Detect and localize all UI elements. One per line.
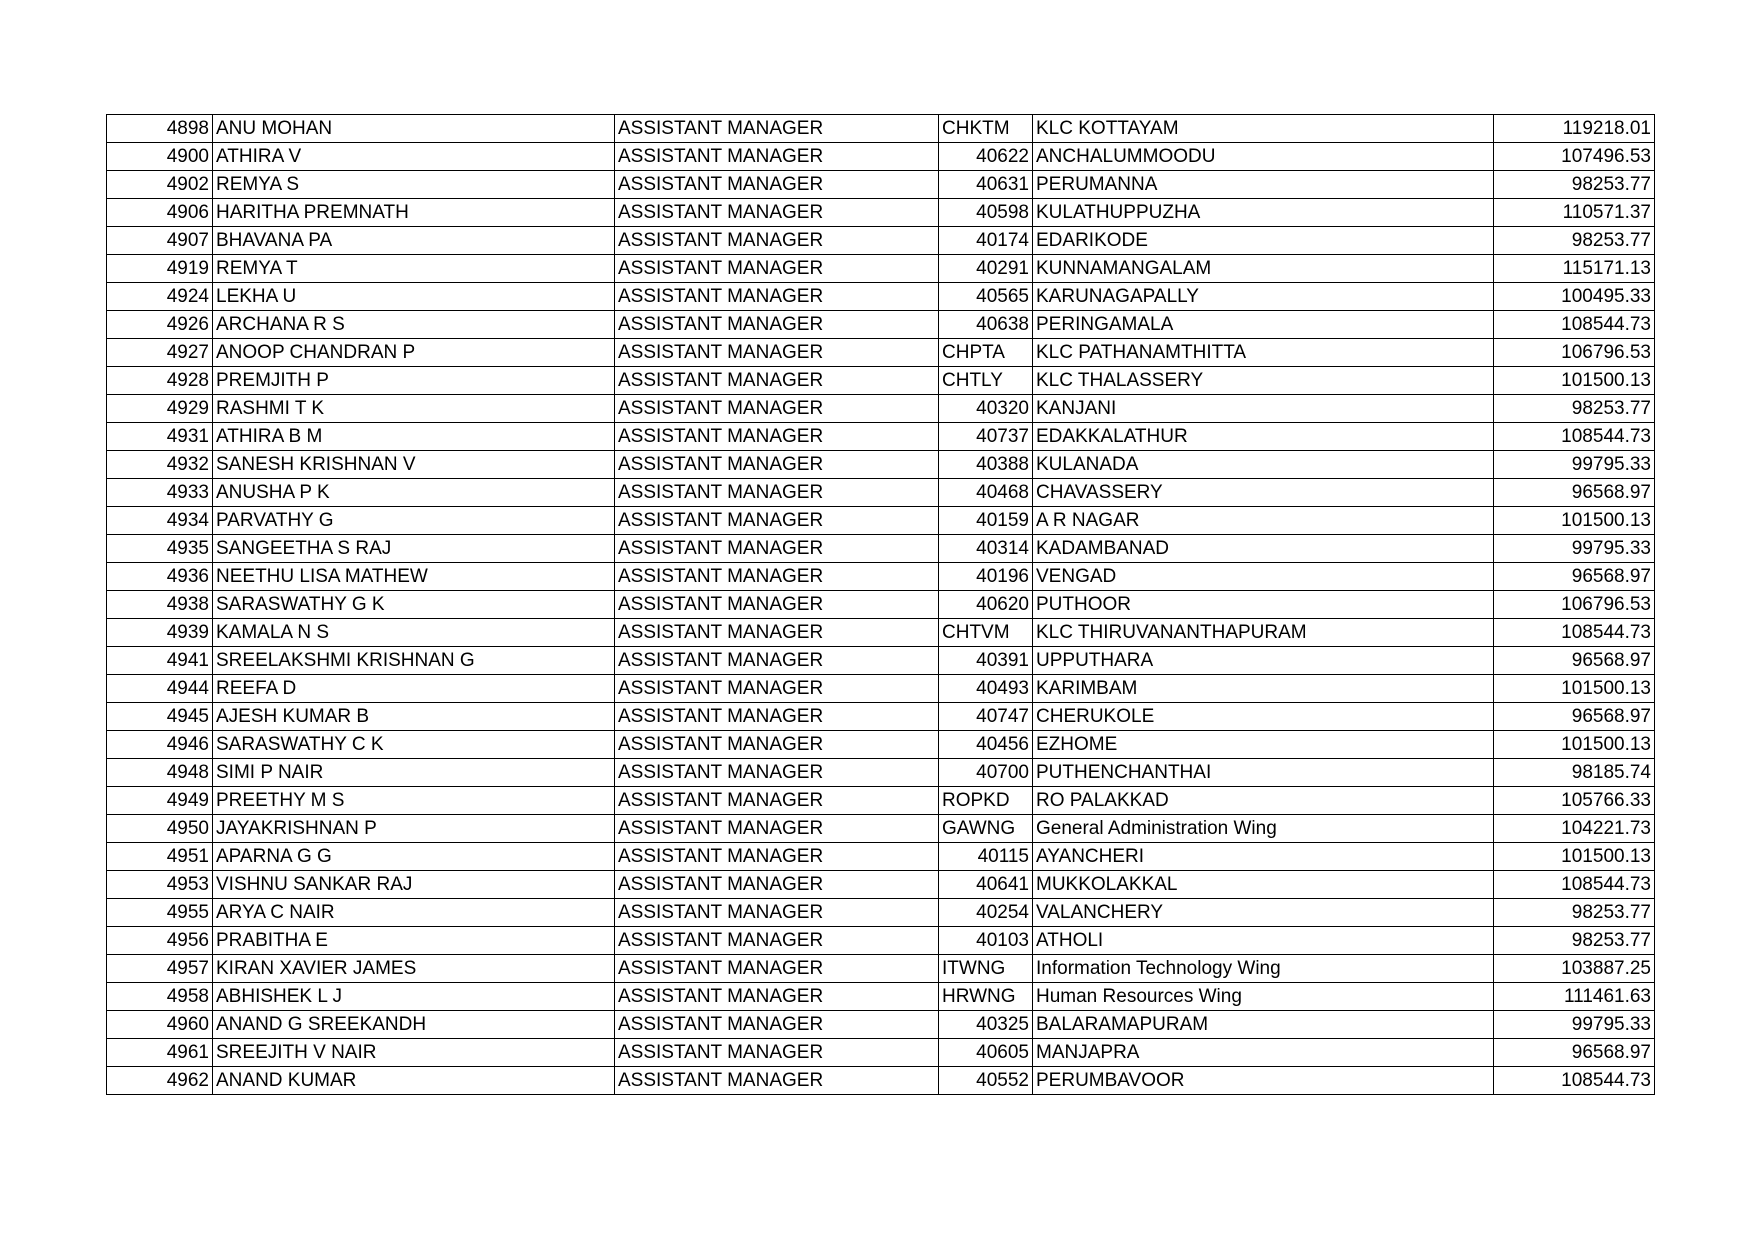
office-code-cell: 40622 xyxy=(939,143,1033,171)
office-name-cell: EDARIKODE xyxy=(1033,227,1494,255)
office-code-cell: 40388 xyxy=(939,451,1033,479)
designation-cell: ASSISTANT MANAGER xyxy=(615,283,939,311)
employee-id-cell: 4936 xyxy=(107,563,213,591)
employee-id-cell: 4957 xyxy=(107,955,213,983)
office-code-cell: 40314 xyxy=(939,535,1033,563)
office-name-cell: PUTHOOR xyxy=(1033,591,1494,619)
amount-cell: 105766.33 xyxy=(1494,787,1655,815)
table-row xyxy=(107,563,1655,591)
table-row xyxy=(107,843,1655,871)
office-code-cell: CHTVM xyxy=(939,619,1033,647)
designation-cell: ASSISTANT MANAGER xyxy=(615,787,939,815)
office-name-cell: MUKKOLAKKAL xyxy=(1033,871,1494,899)
office-code-cell: 40320 xyxy=(939,395,1033,423)
office-code-cell: 40291 xyxy=(939,255,1033,283)
office-name-cell: BALARAMAPURAM xyxy=(1033,1011,1494,1039)
employee-name-cell: SARASWATHY G K xyxy=(213,591,615,619)
employee-table xyxy=(106,114,1655,1095)
amount-cell: 96568.97 xyxy=(1494,647,1655,675)
office-code-cell: 40391 xyxy=(939,647,1033,675)
office-name-cell: Information Technology Wing xyxy=(1033,955,1494,983)
employee-name-cell: SANGEETHA S RAJ xyxy=(213,535,615,563)
office-name-cell: ATHOLI xyxy=(1033,927,1494,955)
amount-cell: 98253.77 xyxy=(1494,227,1655,255)
office-name-cell: ANCHALUMMOODU xyxy=(1033,143,1494,171)
table-row xyxy=(107,115,1655,143)
employee-name-cell: ANOOP CHANDRAN P xyxy=(213,339,615,367)
designation-cell: ASSISTANT MANAGER xyxy=(615,927,939,955)
employee-name-cell: ABHISHEK L J xyxy=(213,983,615,1011)
designation-cell: ASSISTANT MANAGER xyxy=(615,563,939,591)
table-row xyxy=(107,983,1655,1011)
amount-cell: 106796.53 xyxy=(1494,591,1655,619)
designation-cell: ASSISTANT MANAGER xyxy=(615,255,939,283)
office-code-cell: 40552 xyxy=(939,1067,1033,1095)
office-name-cell: RO PALAKKAD xyxy=(1033,787,1494,815)
designation-cell: ASSISTANT MANAGER xyxy=(615,843,939,871)
amount-cell: 99795.33 xyxy=(1494,535,1655,563)
office-code-cell: ITWNG xyxy=(939,955,1033,983)
designation-cell: ASSISTANT MANAGER xyxy=(615,423,939,451)
employee-id-cell: 4960 xyxy=(107,1011,213,1039)
employee-id-cell: 4902 xyxy=(107,171,213,199)
office-name-cell: KARUNAGAPALLY xyxy=(1033,283,1494,311)
office-code-cell: CHTLY xyxy=(939,367,1033,395)
table-row xyxy=(107,731,1655,759)
amount-cell: 96568.97 xyxy=(1494,479,1655,507)
office-name-cell: MANJAPRA xyxy=(1033,1039,1494,1067)
employee-name-cell: SREEJITH V NAIR xyxy=(213,1039,615,1067)
office-name-cell: KADAMBANAD xyxy=(1033,535,1494,563)
office-code-cell: CHPTA xyxy=(939,339,1033,367)
office-code-cell: 40196 xyxy=(939,563,1033,591)
amount-cell: 119218.01 xyxy=(1494,115,1655,143)
table-row xyxy=(107,815,1655,843)
office-code-cell: 40638 xyxy=(939,311,1033,339)
table-row xyxy=(107,171,1655,199)
office-name-cell: KULANADA xyxy=(1033,451,1494,479)
employee-name-cell: SIMI P NAIR xyxy=(213,759,615,787)
employee-id-cell: 4956 xyxy=(107,927,213,955)
employee-name-cell: KIRAN XAVIER JAMES xyxy=(213,955,615,983)
employee-name-cell: PREMJITH P xyxy=(213,367,615,395)
employee-name-cell: NEETHU LISA MATHEW xyxy=(213,563,615,591)
amount-cell: 110571.37 xyxy=(1494,199,1655,227)
table-row xyxy=(107,535,1655,563)
office-name-cell: KLC PATHANAMTHITTA xyxy=(1033,339,1494,367)
office-name-cell: KANJANI xyxy=(1033,395,1494,423)
employee-id-cell: 4929 xyxy=(107,395,213,423)
employee-id-cell: 4933 xyxy=(107,479,213,507)
table-row xyxy=(107,899,1655,927)
employee-id-cell: 4938 xyxy=(107,591,213,619)
designation-cell: ASSISTANT MANAGER xyxy=(615,759,939,787)
office-name-cell: KULATHUPPUZHA xyxy=(1033,199,1494,227)
amount-cell: 106796.53 xyxy=(1494,339,1655,367)
designation-cell: ASSISTANT MANAGER xyxy=(615,199,939,227)
table-row xyxy=(107,451,1655,479)
office-code-cell: 40700 xyxy=(939,759,1033,787)
employee-id-cell: 4958 xyxy=(107,983,213,1011)
amount-cell: 108544.73 xyxy=(1494,1067,1655,1095)
amount-cell: 108544.73 xyxy=(1494,619,1655,647)
employee-name-cell: KAMALA N S xyxy=(213,619,615,647)
table-row xyxy=(107,1011,1655,1039)
amount-cell: 98253.77 xyxy=(1494,395,1655,423)
employee-id-cell: 4924 xyxy=(107,283,213,311)
employee-id-cell: 4945 xyxy=(107,703,213,731)
office-name-cell: KLC KOTTAYAM xyxy=(1033,115,1494,143)
employee-id-cell: 4941 xyxy=(107,647,213,675)
employee-name-cell: SANESH KRISHNAN V xyxy=(213,451,615,479)
employee-id-cell: 4906 xyxy=(107,199,213,227)
employee-name-cell: APARNA G G xyxy=(213,843,615,871)
designation-cell: ASSISTANT MANAGER xyxy=(615,899,939,927)
office-code-cell: 40605 xyxy=(939,1039,1033,1067)
office-name-cell: KARIMBAM xyxy=(1033,675,1494,703)
office-code-cell: 40456 xyxy=(939,731,1033,759)
designation-cell: ASSISTANT MANAGER xyxy=(615,1039,939,1067)
amount-cell: 108544.73 xyxy=(1494,871,1655,899)
employee-id-cell: 4961 xyxy=(107,1039,213,1067)
amount-cell: 96568.97 xyxy=(1494,703,1655,731)
office-code-cell: HRWNG xyxy=(939,983,1033,1011)
employee-name-cell: REEFA D xyxy=(213,675,615,703)
table-row xyxy=(107,1039,1655,1067)
office-code-cell: 40468 xyxy=(939,479,1033,507)
office-name-cell: VALANCHERY xyxy=(1033,899,1494,927)
amount-cell: 98253.77 xyxy=(1494,171,1655,199)
office-code-cell: 40737 xyxy=(939,423,1033,451)
office-code-cell: 40641 xyxy=(939,871,1033,899)
office-name-cell: EDAKKALATHUR xyxy=(1033,423,1494,451)
designation-cell: ASSISTANT MANAGER xyxy=(615,815,939,843)
designation-cell: ASSISTANT MANAGER xyxy=(615,395,939,423)
table-row xyxy=(107,927,1655,955)
office-code-cell: 40159 xyxy=(939,507,1033,535)
employee-id-cell: 4944 xyxy=(107,675,213,703)
office-code-cell: 40747 xyxy=(939,703,1033,731)
employee-id-cell: 4919 xyxy=(107,255,213,283)
employee-id-cell: 4950 xyxy=(107,815,213,843)
table-row xyxy=(107,703,1655,731)
office-code-cell: 40103 xyxy=(939,927,1033,955)
employee-name-cell: PRABITHA E xyxy=(213,927,615,955)
table-row xyxy=(107,955,1655,983)
amount-cell: 96568.97 xyxy=(1494,563,1655,591)
amount-cell: 101500.13 xyxy=(1494,843,1655,871)
employee-id-cell: 4926 xyxy=(107,311,213,339)
employee-id-cell: 4949 xyxy=(107,787,213,815)
designation-cell: ASSISTANT MANAGER xyxy=(615,479,939,507)
table-row xyxy=(107,199,1655,227)
employee-name-cell: REMYA S xyxy=(213,171,615,199)
employee-name-cell: PREETHY M S xyxy=(213,787,615,815)
employee-id-cell: 4900 xyxy=(107,143,213,171)
employee-id-cell: 4946 xyxy=(107,731,213,759)
table-row xyxy=(107,675,1655,703)
employee-id-cell: 4907 xyxy=(107,227,213,255)
office-name-cell: PERUMANNA xyxy=(1033,171,1494,199)
designation-cell: ASSISTANT MANAGER xyxy=(615,871,939,899)
office-name-cell: Human Resources Wing xyxy=(1033,983,1494,1011)
employee-id-cell: 4935 xyxy=(107,535,213,563)
employee-id-cell: 4928 xyxy=(107,367,213,395)
designation-cell: ASSISTANT MANAGER xyxy=(615,1067,939,1095)
employee-name-cell: VISHNU SANKAR RAJ xyxy=(213,871,615,899)
employee-name-cell: LEKHA U xyxy=(213,283,615,311)
office-name-cell: PUTHENCHANTHAI xyxy=(1033,759,1494,787)
amount-cell: 101500.13 xyxy=(1494,367,1655,395)
employee-name-cell: JAYAKRISHNAN P xyxy=(213,815,615,843)
amount-cell: 108544.73 xyxy=(1494,423,1655,451)
office-code-cell: 40254 xyxy=(939,899,1033,927)
office-code-cell: 40115 xyxy=(939,843,1033,871)
designation-cell: ASSISTANT MANAGER xyxy=(615,731,939,759)
amount-cell: 107496.53 xyxy=(1494,143,1655,171)
designation-cell: ASSISTANT MANAGER xyxy=(615,115,939,143)
employee-id-cell: 4951 xyxy=(107,843,213,871)
employee-id-cell: 4898 xyxy=(107,115,213,143)
employee-name-cell: HARITHA PREMNATH xyxy=(213,199,615,227)
designation-cell: ASSISTANT MANAGER xyxy=(615,1011,939,1039)
designation-cell: ASSISTANT MANAGER xyxy=(615,619,939,647)
employee-id-cell: 4934 xyxy=(107,507,213,535)
designation-cell: ASSISTANT MANAGER xyxy=(615,227,939,255)
office-code-cell: 40325 xyxy=(939,1011,1033,1039)
table-row xyxy=(107,787,1655,815)
employee-id-cell: 4962 xyxy=(107,1067,213,1095)
office-name-cell: CHAVASSERY xyxy=(1033,479,1494,507)
amount-cell: 99795.33 xyxy=(1494,451,1655,479)
amount-cell: 115171.13 xyxy=(1494,255,1655,283)
designation-cell: ASSISTANT MANAGER xyxy=(615,339,939,367)
employee-name-cell: ATHIRA B M xyxy=(213,423,615,451)
table-row xyxy=(107,311,1655,339)
amount-cell: 111461.63 xyxy=(1494,983,1655,1011)
amount-cell: 96568.97 xyxy=(1494,1039,1655,1067)
amount-cell: 100495.33 xyxy=(1494,283,1655,311)
table-row xyxy=(107,619,1655,647)
amount-cell: 98253.77 xyxy=(1494,899,1655,927)
amount-cell: 103887.25 xyxy=(1494,955,1655,983)
designation-cell: ASSISTANT MANAGER xyxy=(615,171,939,199)
office-code-cell: 40493 xyxy=(939,675,1033,703)
designation-cell: ASSISTANT MANAGER xyxy=(615,675,939,703)
office-name-cell: KLC THIRUVANANTHAPURAM xyxy=(1033,619,1494,647)
employee-name-cell: SREELAKSHMI KRISHNAN G xyxy=(213,647,615,675)
office-name-cell: General Administration Wing xyxy=(1033,815,1494,843)
office-code-cell: 40598 xyxy=(939,199,1033,227)
designation-cell: ASSISTANT MANAGER xyxy=(615,591,939,619)
amount-cell: 101500.13 xyxy=(1494,731,1655,759)
employee-name-cell: AJESH KUMAR B xyxy=(213,703,615,731)
employee-name-cell: ANAND KUMAR xyxy=(213,1067,615,1095)
table-row xyxy=(107,395,1655,423)
table-row xyxy=(107,227,1655,255)
table-row xyxy=(107,759,1655,787)
office-name-cell: PERINGAMALA xyxy=(1033,311,1494,339)
table-row xyxy=(107,367,1655,395)
office-name-cell: A R NAGAR xyxy=(1033,507,1494,535)
designation-cell: ASSISTANT MANAGER xyxy=(615,647,939,675)
employee-id-cell: 4939 xyxy=(107,619,213,647)
office-name-cell: KUNNAMANGALAM xyxy=(1033,255,1494,283)
amount-cell: 98253.77 xyxy=(1494,927,1655,955)
designation-cell: ASSISTANT MANAGER xyxy=(615,143,939,171)
employee-id-cell: 4953 xyxy=(107,871,213,899)
office-code-cell: 40174 xyxy=(939,227,1033,255)
employee-id-cell: 4932 xyxy=(107,451,213,479)
office-code-cell: 40620 xyxy=(939,591,1033,619)
table-row xyxy=(107,479,1655,507)
office-code-cell: ROPKD xyxy=(939,787,1033,815)
table-row xyxy=(107,339,1655,367)
amount-cell: 101500.13 xyxy=(1494,507,1655,535)
designation-cell: ASSISTANT MANAGER xyxy=(615,535,939,563)
employee-name-cell: ATHIRA V xyxy=(213,143,615,171)
table-row xyxy=(107,591,1655,619)
office-name-cell: UPPUTHARA xyxy=(1033,647,1494,675)
employee-name-cell: ARYA C NAIR xyxy=(213,899,615,927)
designation-cell: ASSISTANT MANAGER xyxy=(615,451,939,479)
employee-name-cell: BHAVANA PA xyxy=(213,227,615,255)
table-row xyxy=(107,871,1655,899)
office-name-cell: KLC THALASSERY xyxy=(1033,367,1494,395)
designation-cell: ASSISTANT MANAGER xyxy=(615,703,939,731)
table-row xyxy=(107,1067,1655,1095)
table-row xyxy=(107,255,1655,283)
designation-cell: ASSISTANT MANAGER xyxy=(615,311,939,339)
office-code-cell: GAWNG xyxy=(939,815,1033,843)
table-row xyxy=(107,507,1655,535)
employee-name-cell: SARASWATHY C K xyxy=(213,731,615,759)
table-row xyxy=(107,423,1655,451)
employee-name-cell: ANUSHA P K xyxy=(213,479,615,507)
office-name-cell: CHERUKOLE xyxy=(1033,703,1494,731)
office-code-cell: 40631 xyxy=(939,171,1033,199)
office-name-cell: AYANCHERI xyxy=(1033,843,1494,871)
employee-id-cell: 4931 xyxy=(107,423,213,451)
designation-cell: ASSISTANT MANAGER xyxy=(615,367,939,395)
amount-cell: 108544.73 xyxy=(1494,311,1655,339)
office-name-cell: EZHOME xyxy=(1033,731,1494,759)
employee-id-cell: 4955 xyxy=(107,899,213,927)
designation-cell: ASSISTANT MANAGER xyxy=(615,507,939,535)
office-code-cell: 40565 xyxy=(939,283,1033,311)
employee-name-cell: PARVATHY G xyxy=(213,507,615,535)
employee-name-cell: RASHMI T K xyxy=(213,395,615,423)
employee-name-cell: ANU MOHAN xyxy=(213,115,615,143)
amount-cell: 99795.33 xyxy=(1494,1011,1655,1039)
employee-name-cell: ANAND G SREEKANDH xyxy=(213,1011,615,1039)
amount-cell: 98185.74 xyxy=(1494,759,1655,787)
office-name-cell: VENGAD xyxy=(1033,563,1494,591)
table-row xyxy=(107,647,1655,675)
table-body xyxy=(107,115,1655,1095)
office-code-cell: CHKTM xyxy=(939,115,1033,143)
designation-cell: ASSISTANT MANAGER xyxy=(615,955,939,983)
employee-id-cell: 4927 xyxy=(107,339,213,367)
employee-name-cell: ARCHANA R S xyxy=(213,311,615,339)
designation-cell: ASSISTANT MANAGER xyxy=(615,983,939,1011)
amount-cell: 101500.13 xyxy=(1494,675,1655,703)
table-row xyxy=(107,283,1655,311)
employee-name-cell: REMYA T xyxy=(213,255,615,283)
table-row xyxy=(107,143,1655,171)
amount-cell: 104221.73 xyxy=(1494,815,1655,843)
office-name-cell: PERUMBAVOOR xyxy=(1033,1067,1494,1095)
employee-id-cell: 4948 xyxy=(107,759,213,787)
